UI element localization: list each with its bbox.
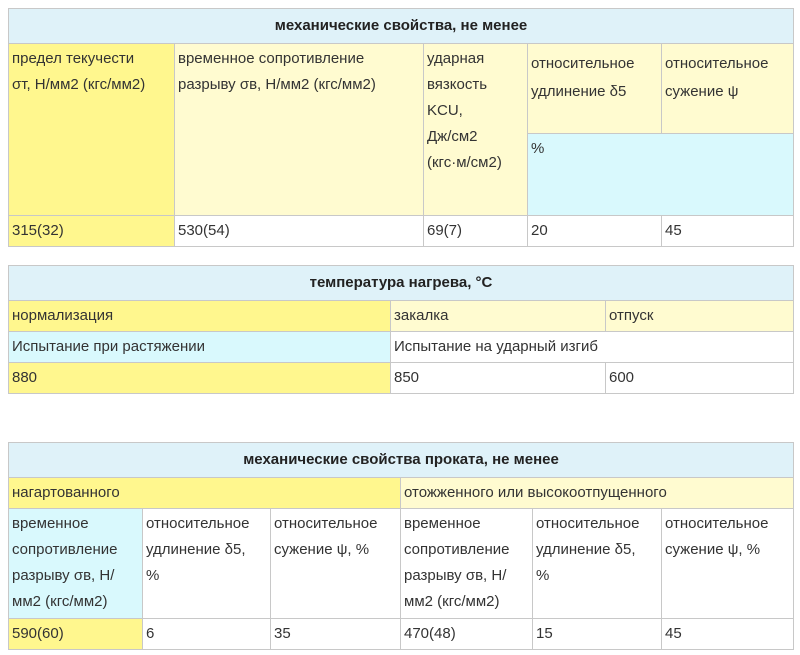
header-line: временное сопротивление (178, 50, 365, 67)
header-line: Дж/см2 (427, 128, 478, 145)
header-line: относительное (536, 515, 640, 532)
elongation-header (143, 509, 271, 619)
unit-text: % (531, 140, 545, 157)
rolled-products-properties-table (8, 442, 794, 650)
reduction-header (662, 44, 794, 134)
header-line: σт, Н/мм2 (кгс/мм2) (12, 76, 146, 93)
table-title-text: температура нагрева, °С (309, 274, 493, 291)
header-line: разрыву σв, Н/мм2 (кгс/мм2) (178, 76, 376, 93)
tensile-strength-header (9, 509, 143, 619)
header-line: временное (12, 515, 89, 532)
impact-test-label: Испытание на ударный изгиб (391, 332, 794, 363)
header-line: относительное (146, 515, 250, 532)
value-cell: 600 (606, 363, 794, 394)
unit-cell (528, 134, 794, 216)
header-line: разрыву σв, Н/ (404, 567, 507, 584)
header-line: вязкость (427, 76, 488, 93)
table-title (9, 443, 794, 478)
tensile-strength-header (175, 44, 424, 216)
header-line: (кгс·м/см2) (427, 154, 502, 171)
elongation-header (533, 509, 662, 619)
table-title-text: механические свойства проката, не менее (243, 451, 559, 468)
reduction-header (271, 509, 401, 619)
header-line: KCU, (427, 102, 463, 119)
value-cell: 850 (391, 363, 606, 394)
header-line: сужение ψ, % (665, 541, 761, 558)
header-line: сопротивление (12, 541, 118, 558)
header-line: предел текучести (12, 50, 135, 67)
tensile-test-label: Испытание при растяжении (9, 332, 391, 363)
header-line: сужение ψ (665, 83, 739, 100)
header-line: относительное (274, 515, 378, 532)
mechanical-properties-table (8, 8, 794, 247)
value-cell: 35 (271, 619, 401, 650)
table-title-text: механические свойства, не менее (274, 17, 528, 34)
value-cell: 69(7) (424, 216, 528, 247)
header-line: мм2 (кгс/мм2) (12, 593, 108, 610)
annealed-group-header: отожженного или высокоотпущенного (401, 478, 794, 509)
header-line: разрыву σв, Н/ (12, 567, 115, 584)
value-cell: 45 (662, 619, 794, 650)
tensile-strength-header (401, 509, 533, 619)
cold-worked-group-header: нагартованного (9, 478, 401, 509)
header-line: относительное (531, 55, 635, 72)
header-line: % (146, 567, 160, 584)
elongation-header (528, 44, 662, 134)
reduction-header (662, 509, 794, 619)
table-title (9, 9, 794, 44)
header-line: % (536, 567, 550, 584)
header-line: мм2 (кгс/мм2) (404, 593, 500, 610)
header-line: удлинение δ5 (531, 83, 627, 100)
tempering-header: отпуск (606, 301, 794, 332)
value-cell: 315(32) (9, 216, 175, 247)
header-line: относительное (665, 55, 769, 72)
normalization-header: нормализация (9, 301, 391, 332)
header-line: относительное (665, 515, 769, 532)
value-cell: 470(48) (401, 619, 533, 650)
value-cell: 530(54) (175, 216, 424, 247)
header-line: сопротивление (404, 541, 510, 558)
value-cell: 880 (9, 363, 391, 394)
yield-strength-header (9, 44, 175, 216)
value-cell: 45 (662, 216, 794, 247)
header-line: временное (404, 515, 481, 532)
table-title (9, 266, 794, 301)
value-cell: 590(60) (9, 619, 143, 650)
hardening-header: закалка (391, 301, 606, 332)
value-cell: 20 (528, 216, 662, 247)
heating-temperature-table (8, 265, 794, 394)
impact-strength-header (424, 44, 528, 216)
header-line: удлинение δ5, (536, 541, 636, 558)
header-line: ударная (427, 50, 485, 67)
value-cell: 15 (533, 619, 662, 650)
header-line: сужение ψ, % (274, 541, 370, 558)
header-line: удлинение δ5, (146, 541, 246, 558)
value-cell: 6 (143, 619, 271, 650)
